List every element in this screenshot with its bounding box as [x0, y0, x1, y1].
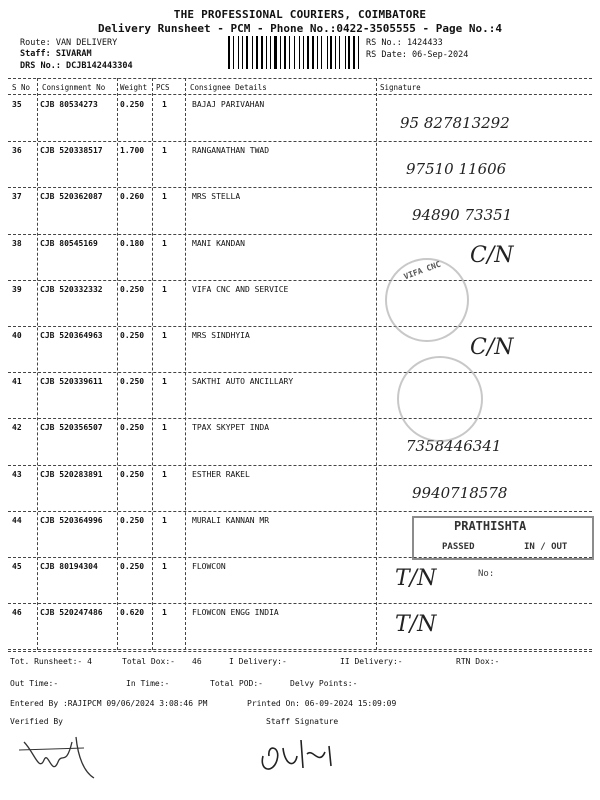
- row-consignment-no: CJB 520364963: [40, 331, 103, 340]
- col-separator: [152, 78, 153, 650]
- row-weight: 0.250: [120, 515, 145, 525]
- row-consignee: FLOWCON ENGG INDIA: [192, 608, 279, 618]
- col-header-consignee: Consignee Details: [190, 83, 267, 92]
- staff-signature-label: Staff Signature: [266, 717, 339, 726]
- row-sno: 35: [12, 100, 22, 109]
- row-weight: 0.250: [120, 423, 145, 433]
- row-consignment-no: CJB 520247486: [40, 608, 103, 618]
- row-divider: [8, 234, 592, 235]
- row-sno: 42: [12, 423, 22, 433]
- total-dox-label: Total Dox:-: [122, 657, 175, 666]
- col-separator: [376, 78, 377, 650]
- row-weight: 0.180: [120, 238, 145, 248]
- row-pcs: 1: [162, 377, 167, 387]
- total-dox-value: 46: [192, 657, 202, 666]
- row-pcs: 1: [162, 423, 167, 433]
- row-consignee: MRS STELLA: [192, 192, 241, 202]
- ii-delivery: II Delivery:-: [340, 657, 403, 666]
- row-pcs: 1: [162, 331, 167, 340]
- row-consignee: BAJAJ PARIVAHAN: [192, 100, 265, 109]
- row-signature-handwriting: 9940718578: [412, 483, 508, 502]
- prathishta-stamp-title: PRATHISHTA: [454, 519, 527, 533]
- row-consignee: FLOWCON: [192, 562, 226, 571]
- table-header-rule: [8, 94, 592, 95]
- company-title: THE PROFESSIONAL COURIERS, COIMBATORE: [173, 8, 427, 21]
- col-header-consignment: Consignment No: [42, 83, 106, 92]
- row-divider: [8, 280, 592, 281]
- staff-signature: [255, 726, 355, 776]
- row-consignment-no: CJB 520364996: [40, 515, 103, 525]
- row-consignment-no: CJB 520356507: [40, 423, 103, 433]
- col-separator: [185, 78, 186, 650]
- row-divider: [8, 141, 592, 142]
- row-divider: [8, 372, 592, 373]
- row-pcs: 1: [162, 608, 167, 618]
- row-sno: 39: [12, 284, 22, 294]
- table-top-rule: [8, 78, 592, 79]
- row-pcs: 1: [162, 284, 167, 294]
- row-pcs: 1: [162, 192, 167, 202]
- row-consignment-no: CJB 520362087: [40, 192, 103, 202]
- row-consignee: RANGANATHAN TWAD: [192, 146, 270, 156]
- row-consignment-no: CJB 80545169: [40, 238, 98, 248]
- row-consignee: VIFA CNC AND SERVICE: [192, 284, 289, 294]
- row-sno: 44: [12, 515, 22, 525]
- row-consignment-no: CJB 520339611: [40, 377, 103, 387]
- drs-number: DRS No.: DCJB142443304: [20, 61, 133, 71]
- row-sno: 37: [12, 192, 22, 202]
- row-weight: 0.250: [120, 562, 145, 571]
- in-out-text: IN / OUT: [524, 542, 568, 552]
- in-time: In Time:-: [126, 679, 170, 688]
- company-seal: [397, 356, 483, 442]
- row-pcs: 1: [162, 515, 167, 525]
- delvy-points: Delvy Points:-: [290, 679, 358, 688]
- row-consignment-no: CJB 80534273: [40, 100, 98, 109]
- total-pod: Total POD:-: [210, 679, 263, 688]
- passed-text: PASSED: [442, 542, 475, 552]
- rs-date: RS Date: 06-Sep-2024: [366, 50, 469, 60]
- row-signature-handwriting: T/N: [395, 566, 437, 591]
- row-weight: 0.250: [120, 377, 145, 387]
- row-pcs: 1: [162, 562, 167, 571]
- row-consignment-no: CJB 520332332: [40, 284, 103, 294]
- row-divider: [8, 326, 592, 327]
- rs-number: RS No.: 1424433: [366, 38, 443, 48]
- row-signature-handwriting: C/N: [470, 335, 514, 360]
- out-time: Out Time:-: [10, 679, 59, 688]
- staff-text: Staff: SIVARAM: [20, 49, 92, 59]
- row-sno: 36: [12, 146, 22, 156]
- rtn-dox: RTN Dox:-: [456, 657, 500, 666]
- row-sno: 41: [12, 377, 22, 387]
- col-separator: [37, 78, 38, 650]
- row-consignment-no: CJB 520338517: [40, 146, 103, 156]
- row-sno: 43: [12, 469, 22, 479]
- row-divider: [8, 187, 592, 188]
- row-sno: 45: [12, 562, 22, 571]
- row-weight: 0.260: [120, 192, 145, 202]
- verified-by-label: Verified By: [10, 717, 63, 726]
- row-consignment-no: CJB 520283891: [40, 469, 103, 479]
- col-header-sno: S No: [12, 83, 31, 92]
- stamp-no-label: No:: [478, 569, 495, 579]
- row-consignee: MANI KANDAN: [192, 238, 245, 248]
- row-signature-handwriting: 7358446341: [406, 437, 502, 456]
- row-divider: [8, 603, 592, 604]
- footer-rule: [8, 651, 592, 652]
- runsheet-title: Delivery Runsheet - PCM - Phone No.:0422-3505555 - Page No.:4: [98, 22, 502, 35]
- row-consignee: MRS SINDHYIA: [192, 331, 250, 340]
- row-signature-handwriting: 97510 11606: [406, 160, 507, 179]
- row-consignee: TPAX SKYPET INDA: [192, 423, 270, 433]
- printed-on: Printed On: 06-09-2024 15:09:09: [247, 699, 397, 708]
- row-weight: 0.250: [120, 331, 145, 340]
- row-consignee: ESTHER RAKEL: [192, 469, 250, 479]
- row-signature-handwriting: T/N: [395, 612, 437, 638]
- col-separator: [117, 78, 118, 650]
- row-weight: 0.620: [120, 608, 145, 618]
- vifa-seal-text: VIFA CNC: [402, 259, 442, 282]
- row-signature-handwriting: 94890 73351: [412, 206, 513, 225]
- row-divider: [8, 465, 592, 466]
- row-signature-handwriting: 95 827813292: [400, 114, 510, 132]
- row-pcs: 1: [162, 238, 167, 248]
- row-weight: 1.700: [120, 146, 145, 156]
- tot-runsheet: Tot. Runsheet:- 4: [10, 657, 92, 666]
- row-weight: 0.250: [120, 284, 145, 294]
- row-sno: 38: [12, 238, 22, 248]
- row-pcs: 1: [162, 469, 167, 479]
- row-sno: 46: [12, 608, 22, 618]
- row-sno: 40: [12, 331, 22, 340]
- row-pcs: 1: [162, 146, 167, 156]
- row-consignee: SAKTHI AUTO ANCILLARY: [192, 377, 294, 387]
- col-header-weight: Weight: [120, 83, 148, 92]
- row-weight: 0.250: [120, 469, 145, 479]
- i-delivery: I Delivery:-: [229, 657, 287, 666]
- row-divider: [8, 511, 592, 512]
- row-consignment-no: CJB 80194304: [40, 562, 98, 571]
- route-text: Route: VAN DELIVERY: [20, 38, 118, 48]
- row-divider: [8, 418, 592, 419]
- verified-signature: [14, 722, 104, 782]
- row-pcs: 1: [162, 100, 167, 109]
- entered-by: Entered By :RAJIPCM 09/06/2024 3:08:46 PM: [10, 699, 208, 708]
- row-signature-handwriting: C/N: [470, 242, 514, 268]
- row-consignee: MURALI KANNAN MR: [192, 515, 270, 525]
- col-header-pcs: PCS: [156, 83, 170, 92]
- barcode-image: [228, 36, 363, 69]
- row-weight: 0.250: [120, 100, 145, 109]
- col-header-signature: Signature: [380, 83, 421, 92]
